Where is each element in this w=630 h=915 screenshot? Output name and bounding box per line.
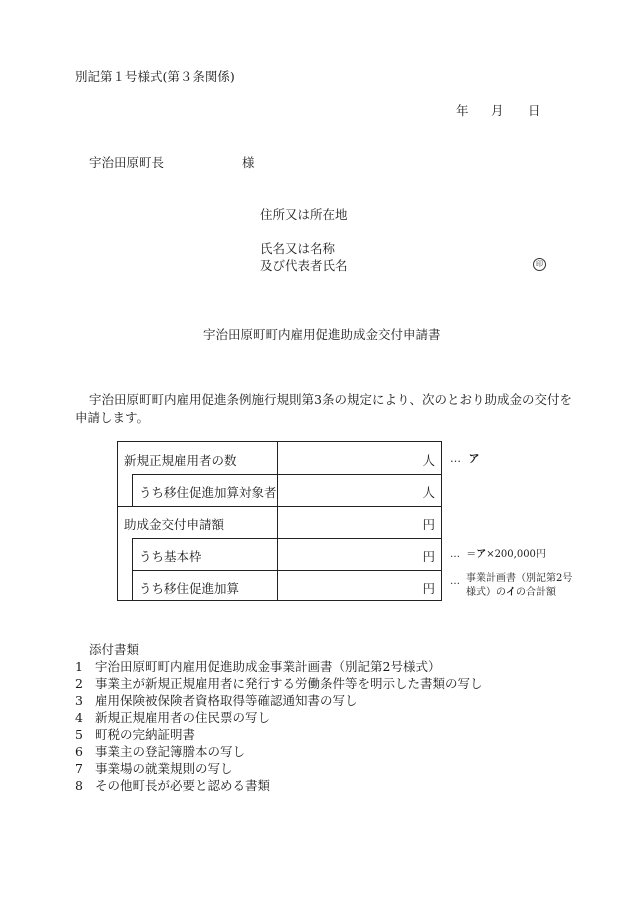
row-unit: 円 xyxy=(422,549,435,564)
indent-line xyxy=(132,538,133,600)
row-unit: 人 xyxy=(422,453,435,468)
address-label: 住所又は所在地 xyxy=(260,207,348,222)
note-row5-line2: 様式）のイの合計額 xyxy=(466,587,556,598)
list-item: 2 事業主が新規正規雇用者に発行する労働条件等を明示した書類の写し xyxy=(75,676,483,691)
recipient-honorific: 様 xyxy=(242,155,255,170)
row-label-grant-amount: 助成金交付申請額 xyxy=(124,517,225,532)
table-divider xyxy=(277,442,278,600)
list-item: 8 その他町長が必要と認める書類 xyxy=(75,778,271,793)
row-label-new-hires: 新規正規雇用者の数 xyxy=(124,453,237,468)
list-item: 3 雇用保険被保険者資格取得等確認通知書の写し xyxy=(75,693,358,708)
name-label-2: 及び代表者氏名 xyxy=(260,258,348,273)
date-year-label: 年 xyxy=(456,103,469,118)
note-row4: … ＝ア×200,000円 xyxy=(450,549,546,560)
row-divider xyxy=(118,506,441,507)
attachments-heading: 添付書類 xyxy=(89,642,140,657)
date-day-label: 日 xyxy=(528,103,541,118)
row-label-migration-hires: うち移住促進加算対象者 xyxy=(139,485,277,500)
application-table xyxy=(117,441,442,601)
name-label-1: 氏名又は名称 xyxy=(260,241,336,256)
recipient-name: 宇治田原町長 xyxy=(89,155,165,170)
note-row5-dots: … xyxy=(450,576,460,587)
row-label-basic: うち基本枠 xyxy=(139,549,202,564)
row-label-migration-bonus: うち移住促進加算 xyxy=(139,581,240,596)
list-item: 1 宇治田原町町内雇用促進助成金事業計画書（別記第2号様式） xyxy=(75,659,441,674)
row-divider xyxy=(132,538,441,539)
list-item: 5 町税の完納証明書 xyxy=(75,727,196,742)
list-item: 6 事業主の登記簿謄本の写し xyxy=(75,744,246,759)
list-item: 4 新規正規雇用者の住民票の写し xyxy=(75,710,271,725)
body-line-1: 宇治田原町町内雇用促進条例施行規則第3条の規定により、次のとおり助成金の交付を xyxy=(89,392,572,407)
form-number: 別記第１号様式(第３条関係) xyxy=(75,69,235,84)
document-title: 宇治田原町町内雇用促進助成金交付申請書 xyxy=(203,327,441,342)
list-item: 7 事業場の就業規則の写し xyxy=(75,761,233,776)
note-row1: … ア xyxy=(450,452,480,465)
row-unit: 円 xyxy=(422,581,435,596)
row-divider xyxy=(132,570,441,571)
row-divider xyxy=(132,474,441,475)
row-unit: 円 xyxy=(422,517,435,532)
row-unit: 人 xyxy=(422,485,435,500)
body-line-2: 申請します。 xyxy=(75,410,150,425)
note-row5-line1: 事業計画書（別記第2号 xyxy=(466,573,573,584)
indent-line xyxy=(132,474,133,506)
seal-icon: 印 xyxy=(533,258,546,271)
date-month-label: 月 xyxy=(491,103,504,118)
